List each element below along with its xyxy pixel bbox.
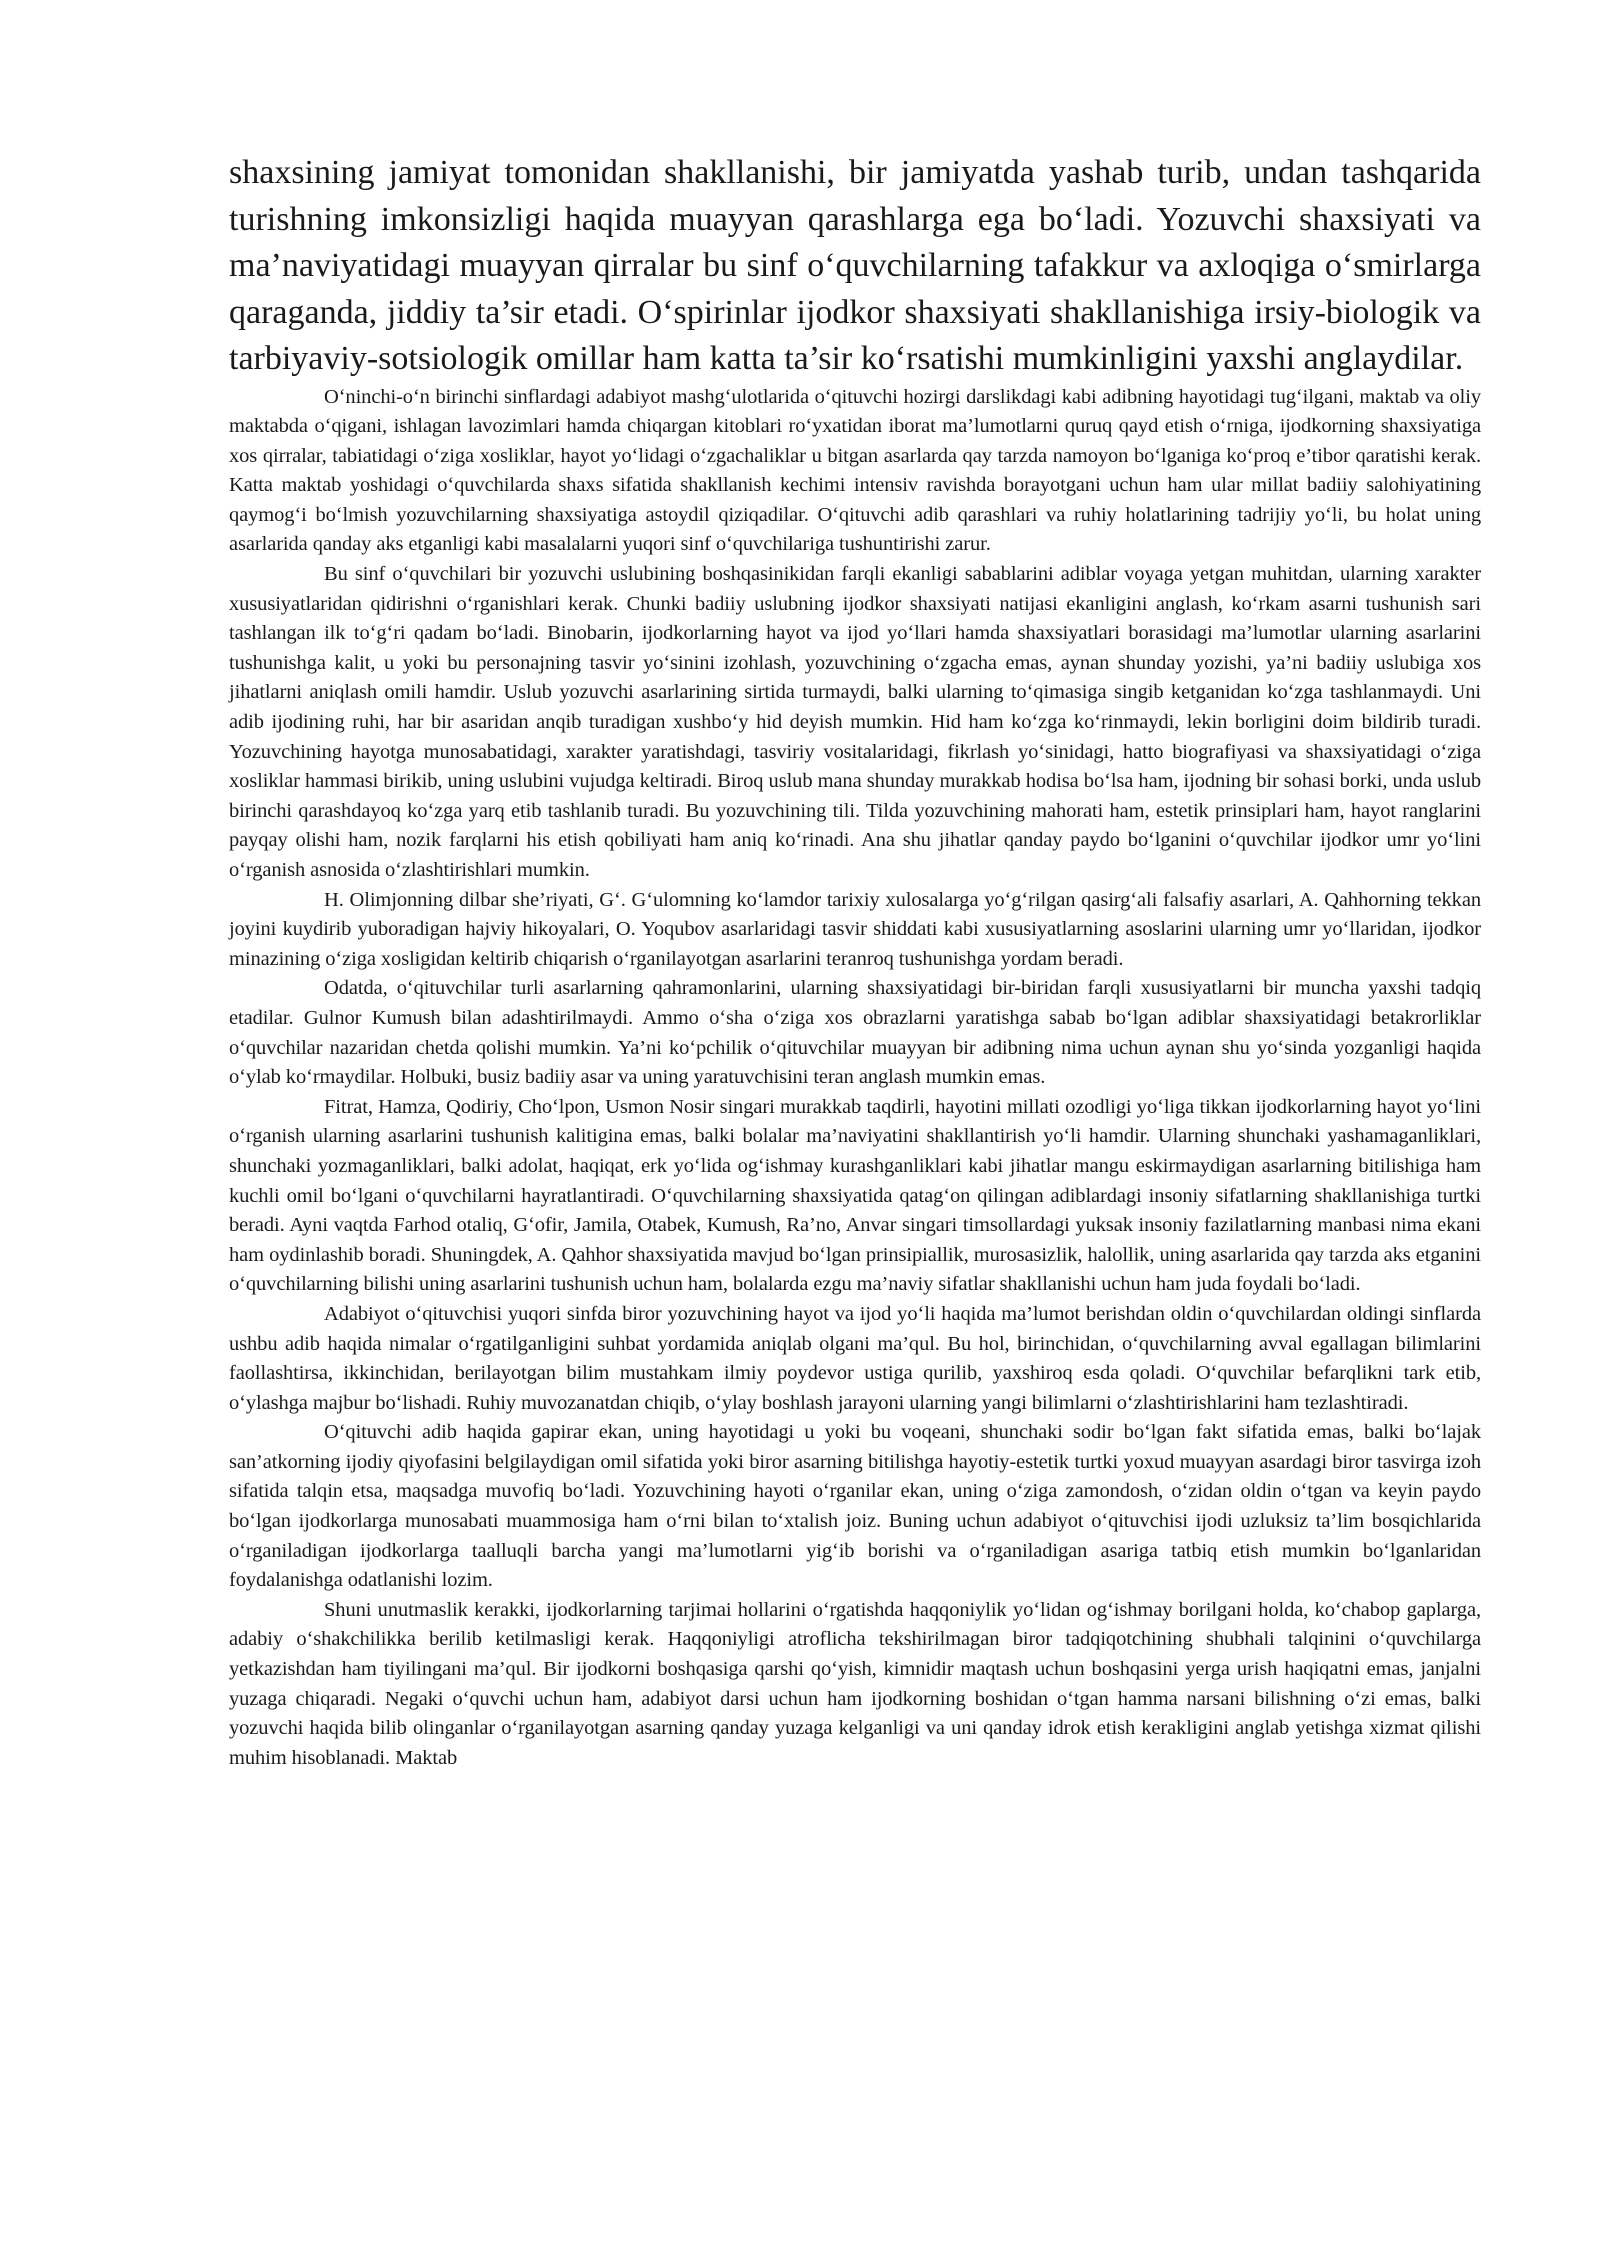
paragraph-teacher-interpretation: O‘qituvchi adib haqida gapirar ekan, uning hayotidagi u yoki bu voqeani, shunchaki sodir bo‘lgan fakt sifatida emas, balki bo‘lajak san’atkorning ijodiy qiyofasini belgilaydigan omil sifatida yoki biror asarning bitilishga hayotiy-estetik turtki yoxud muayyan asardagi biror tasvirga izoh sifatida talqin etsa, maqsadga muvofiq bo‘ladi. Yozuvchining hayoti o‘rganilar ekan, uning o‘ziga zamondosh, o‘zidan oldin o‘tgan va keyin paydo bo‘lgan ijodkorlarga munosabati muammosiga ham o‘rni bilan to‘xtalish joiz. Buning uchun adabiyot o‘qituvchisi ijodi uzluksiz ta’lim bosqichlarida o‘rganiladigan ijodkorlarga taalluqli barcha yangi ma’lumotlarni yig‘ib borishi va o‘rganiladigan asariga tatbiq etish mumkin bo‘lganlaridan foydalanishga odatlanishi lozim. <box>229 1421 1481 1592</box>
paragraph-biography-approach: O‘ninchi-o‘n birinchi sinflardagi adabiyot mashg‘ulotlarida o‘qituvchi hozirgi darslikdagi kabi adibning hayotidagi tug‘ilgani, maktab va oliy maktabda o‘qigani, ishlagan lavozimlari hamda chiqargan kitoblari ro‘yxatidan iborat ma’lumotlarni quruq qayd etish o‘rniga, ijodkorning shaxsiyatiga xos qirralar, tabiatidagi o‘ziga xosliklar, hayot yo‘lidagi o‘zgachaliklar u bitgan asarlarda qay tarzda namoyon bo‘lganiga ko‘proq e’tibor qaratishi kerak. Katta maktab yoshidagi o‘quvchilarda shaxs sifatida shakllanish kechimi intensiv ravishda borayotgani uchun ham ular millat badiiy salohiyatining qaymog‘i bo‘lmish yozuvchilarning shaxsiyatiga astoydil qiziqadilar. O‘qituvchi adib qarashlari va ruhiy holatlarining tadrijiy yo‘li, bu holat uning asarlarida qanday aks etganligi kabi masalalarni yuqori sinf o‘quvchilariga tushuntirishi zarur. <box>229 385 1481 556</box>
paragraph-authors-examples: H. Olimjonning dilbar she’riyati, G‘. G‘ulomning ko‘lamdor tarixiy xulosalarga yo‘g‘rilgan qasirg‘ali falsafiy asarlari, A. Qahhorning tekkan joyini kuydirib yuboradigan hajviy hikoyalari, O. Yoqubov asarlaridagi tasvir shiddati kabi xususiyatlarning asoslarini ularning umr yo‘llaridan, ijodkor minazining o‘ziga xosligidan keltirib chiqarish o‘rganilayotgan asarlarini teranroq tushunishga yordam beradi. <box>229 888 1481 970</box>
lead-paragraph: shaxsining jamiyat tomonidan shakllanishi, bir jamiyatda yashab turib, undan tashqarida turishning imkonsizligi haqida muayyan qarashlarga ega bo‘ladi. Yozuvchi shaxsiyati va ma’naviyatidagi muayyan qirralar bu sinf o‘quvchilarning tafakkur va axloqiga o‘smirlarga qaraganda, jiddiy ta’sir etadi. O‘spirinlar ijodkor shaxsiyati shakllanishiga irsiy-biologik va tarbiyaviy-sotsiologik omillar ham katta ta’sir ko‘rsatishi mumkinligini yaxshi anglaydilar. <box>229 154 1481 377</box>
paragraph-jadid-writers: Fitrat, Hamza, Qodiriy, Cho‘lpon, Usmon Nosir singari murakkab taqdirli, hayotini millati ozodligi yo‘liga tikkan ijodkorlarning hayot yo‘lini o‘rganish ularning asarlarini tushunish kalitigina emas, balki bolalar ma’naviyatini shakllantirish yo‘li hamdir. Ularning shunchaki yashamaganliklari, shunchaki yozmaganliklari, balki adolat, haqiqat, erk yo‘lida og‘ishmay kurashganliklari kabi jihatlar mangu eskirmaydigan asarlarning bitilishiga ham kuchli omil bo‘lgani o‘quvchilarni hayratlantiradi. O‘quvchilarning shaxsiyatida qatag‘on qilingan adiblardagi insoniy sifatlarning shakllanishiga turtki beradi. Ayni vaqtda Farhod otaliq, G‘ofir, Jamila, Otabek, Kumush, Ra’no, Anvar singari timsollardagi yuksak insoniy fazilatlarning manbasi nima ekani ham oydinlashib boradi. Shuningdek, A. Qahhor shaxsiyatida mavjud bo‘lgan prinsipiallik, murosasizlik, halollik, uning asarlarida qay tarzda aks etganini o‘quvchilarning bilishi uning asarlarini tushunish uchun ham, bolalarda ezgu ma’naviy sifatlar shakllanishi uchun ham juda foydali bo‘ladi. <box>229 1095 1481 1296</box>
document-page <box>229 150 1481 1773</box>
paragraph-characters: Odatda, o‘qituvchilar turli asarlarning qahramonlarini, ularning shaxsiyatidagi bir-biridan farqli xususiyatlarni bir muncha yaxshi tadqiq etadilar. Gulnor Kumush bilan adashtirilmaydi. Ammo o‘sha o‘ziga xos obrazlarni yaratishga sabab bo‘lgan adiblar shaxsiyatidagi betakrorliklar o‘quvchilar nazaridan chetda qolishi mumkin. Ya’ni ko‘pchilik o‘qituvchilar muayyan bir adibning nima uchun aynan shu yo‘sinda yozganligi haqida o‘ylab ko‘rmaydilar. Holbuki, busiz badiiy asar va uning yaratuvchisini teran anglash mumkin emas. <box>229 977 1481 1089</box>
paragraph-style: Bu sinf o‘quvchilari bir yozuvchi uslubining boshqasinikidan farqli ekanligi sabablarini adiblar voyaga yetgan muhitdan, ularning xarakter xususiyatlaridan qidirishni o‘rganishlari kerak. Chunki badiiy uslubning ijodkor shaxsiyati natijasi ekanligini anglash, ko‘rkam asarni tushunish sari tashlangan ilk to‘g‘ri qadam bo‘ladi. Binobarin, ijodkorlarning hayot va ijod yo‘llari hamda shaxsiyatlari borasidagi ma’lumotlar ularning asarlarini tushunishga kalit, u yoki bu personajning tasvir yo‘sinini izohlash, yozuvchining o‘zgacha emas, aynan shunday yozishi, ya’ni badiiy uslubiga xos jihatlarni aniqlash omili hamdir. Uslub yozuvchi asarlarining sirtida turmaydi, balki ularning to‘qimasiga singib ketganidan ko‘zga tashlanmaydi. Uni adib ijodining ruhi, har bir asaridan anqib turadigan xushbo‘y hid deyish mumkin. Hid ham ko‘zga ko‘rinmaydi, lekin borligini doim bildirib turadi. Yozuvchining hayotga munosabatidagi, xarakter yaratishdagi, tasviriy vositalaridagi, fikrlash yo‘sinidagi, hatto biografiyasi va shaxsiyatidagi o‘ziga xosliklar hammasi birikib, uning uslubini vujudga keltiradi. Biroq uslub mana shunday murakkab hodisa bo‘lsa ham, ijodning bir sohasi borki, unda uslub birinchi qarashdayoq ko‘zga yarq etib tashlanib turadi. Bu yozuvchining tili. Tilda yozuvchining mahorati ham, estetik prinsiplari ham, hayot ranglarini payqay olishi ham, nozik farqlarni his etish qobiliyati ham aniq ko‘rinadi. Ana shu jihatlar qanday paydo bo‘lganini o‘quvchilar ijodkor umr yo‘lini o‘rganish asnosida o‘zlashtirishlari mumkin. <box>229 563 1481 881</box>
paragraph-truthfulness: Shuni unutmaslik kerakki, ijodkorlarning tarjimai hollarini o‘rgatishda haqqoniylik yo‘lidan og‘ishmay borilgani holda, ko‘chabop gaplarga, adabiy o‘shakchilikka berilib ketilmasligi kerak. Haqqoniyligi atroflicha tekshirilmagan biror tadqiqotchining shubhali talqinini o‘quvchilarga yetkazishdan ham tiyilingani ma’qul. Bir ijodkorni boshqasiga qarshi qo‘yish, kimnidir maqtash uchun boshqasini yerga urish haqiqatni emas, janjalni yuzaga chiqaradi. Negaki o‘quvchi uchun ham, adabiyot darsi uchun ham ijodkorning boshidan o‘tgan hamma narsani bilishning o‘zi emas, balki yozuvchi haqida bilib olinganlar o‘rganilayotgan asarning qanday yuzaga kelganligi va uni qanday idrok etish kerakligini anglab yetishga xizmat qilishi muhim hisoblanadi. Maktab <box>229 1598 1481 1769</box>
paragraph-prior-knowledge: Adabiyot o‘qituvchisi yuqori sinfda biror yozuvchining hayot va ijod yo‘li haqida ma’lumot berishdan oldin o‘quvchilardan oldingi sinflarda ushbu adib haqida nimalar o‘rgatilganligini suhbat yordamida aniqlab olgani ma’qul. Bu hol, birinchidan, o‘quvchilarning avval egallagan bilimlarini faollashtirsa, ikkinchidan, berilayotgan bilim mustahkam ilmiy poydevor ustiga qurilib, yaxshiroq esda qoladi. O‘quvchilar befarqlikni tark etib, o‘ylashga majbur bo‘lishadi. Ruhiy muvozanatdan chiqib, o‘ylay boshlash jarayoni ularning yangi bilimlarni o‘zlashtirishlarini ham tezlashtiradi. <box>229 1302 1481 1414</box>
